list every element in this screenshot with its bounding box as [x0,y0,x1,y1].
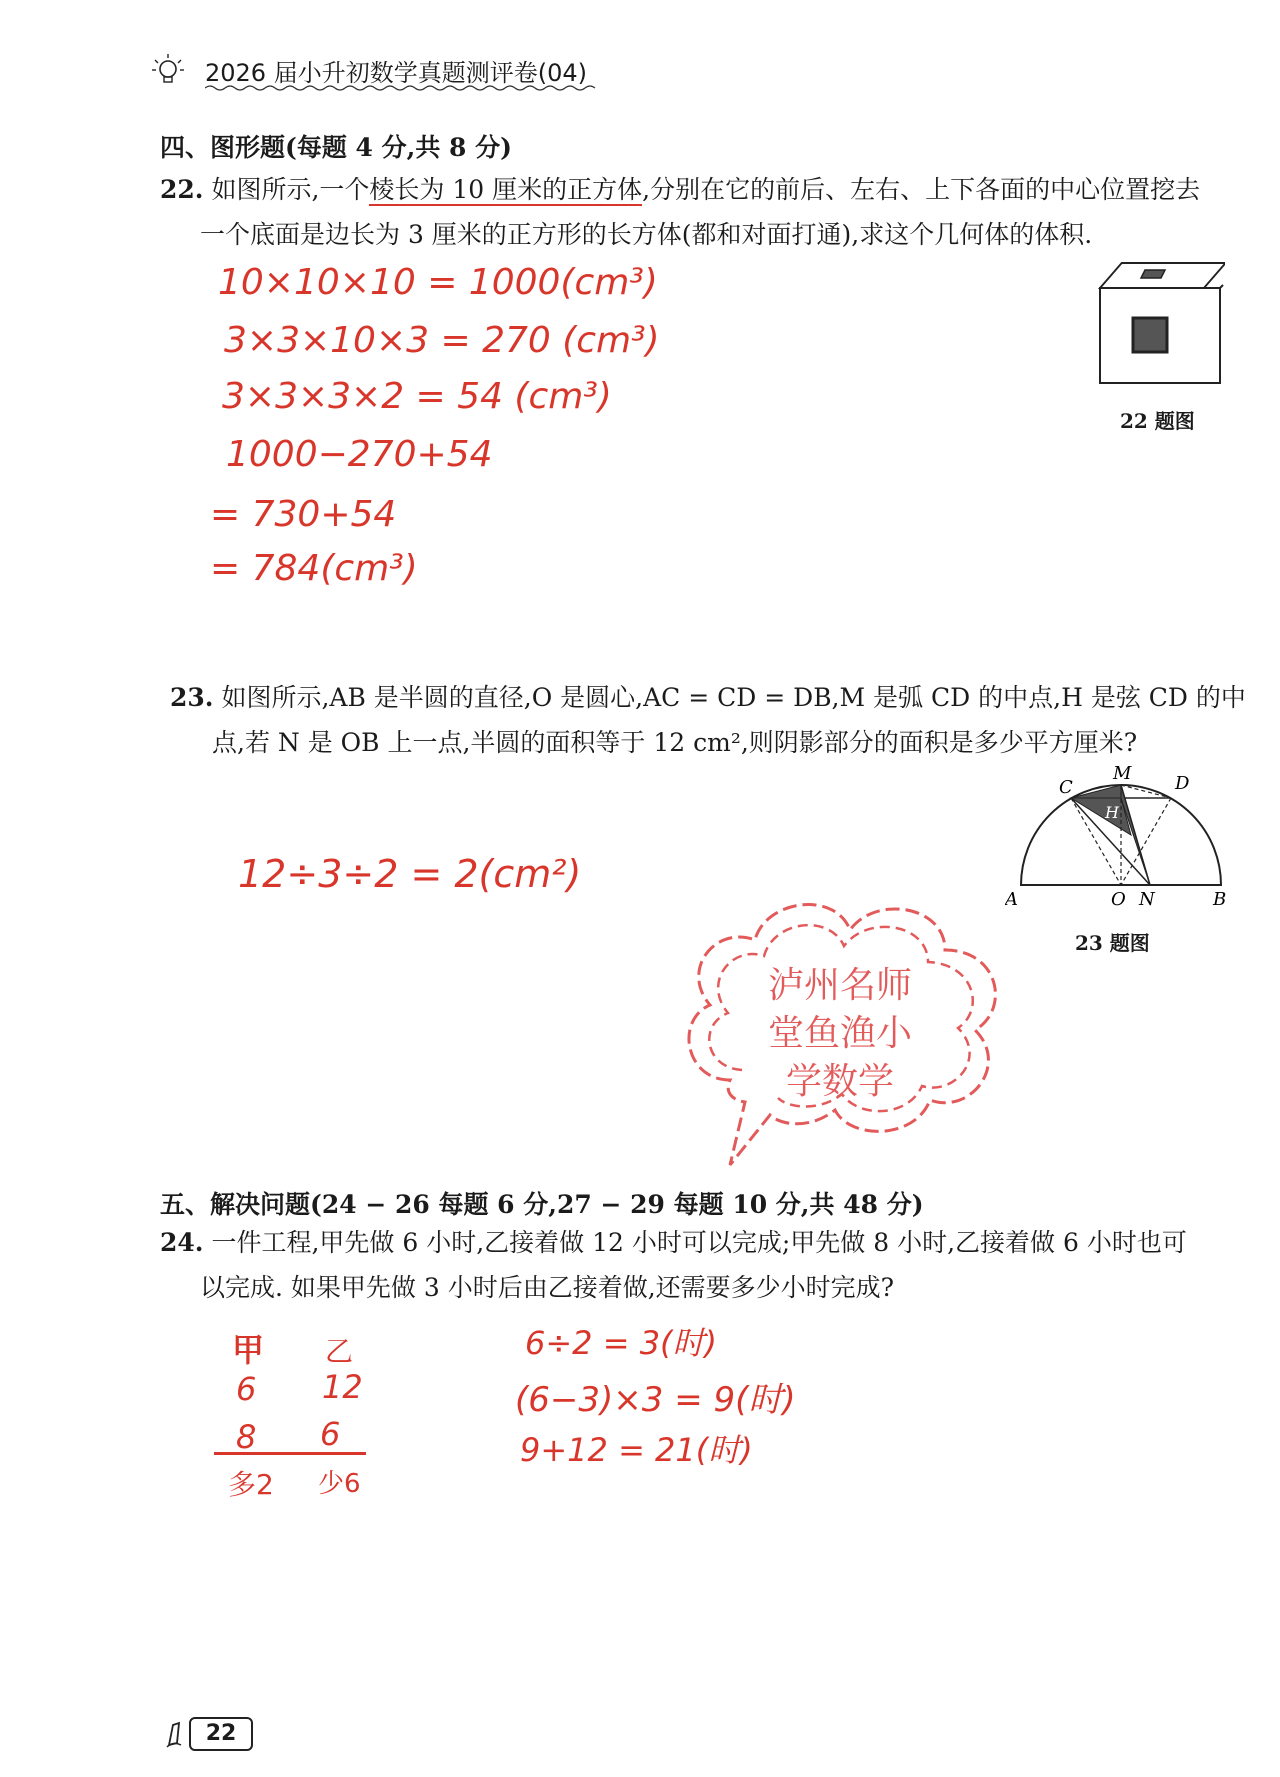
q24-table-row1-jia: 6 [236,1370,257,1408]
question-24-answer-line3: 9+12 = 21(时) [520,1431,753,1469]
lightbulb-icon [150,52,186,88]
question-23-line1 [170,683,1246,713]
question-22-line2: 一个底面是边长为 3 厘米的正方形的长方体(都和对面打通),求这个几何体的体积. [200,220,1093,249]
question-22-number: 22. [160,175,204,204]
question-23-figure-caption: 23 题图 [1075,931,1150,955]
cube-front-hole [1133,318,1167,352]
label-b: B [1213,889,1227,910]
header [150,50,600,90]
page-footer [165,1715,265,1751]
pencil-icon [165,1719,187,1749]
question-22-answer-line5: = 730+54 [210,494,397,535]
cube-top-hole [1141,270,1165,278]
question-23-number: 23. [170,683,214,712]
question-24-line1 [160,1228,1187,1258]
question-22-underlined: 棱长为 10 厘米的正方体 [369,175,643,204]
question-22-line1 [160,175,1200,205]
question-22-answer-line2: 3×3×10×3 = 270 (cm³) [224,320,660,361]
label-o: O [1111,889,1126,910]
q24-table-result-yi: 少6 [318,1469,361,1499]
q24-table-header-yi: 乙 [325,1335,354,1368]
question-22-answer-line1: 10×10×10 = 1000(cm³) [218,262,658,303]
question-24-text-1: 一件工程,甲先做 6 小时,乙接着做 12 小时可以完成;甲先做 8 小时,乙接着做 6 小时也可 [211,1228,1187,1257]
q24-table-row2-yi: 6 [320,1415,341,1453]
question-22-cube-side [1218,262,1228,272]
watermark-text [740,962,940,1106]
watermark-line3: 学数学 [785,1061,894,1102]
question-22-answer-line4: 1000−270+54 [226,434,493,475]
section-four-title: 四、图形题(每题 4 分,共 8 分) [160,133,512,162]
line-md [1121,785,1171,798]
label-c: C [1059,777,1073,798]
question-24-number: 24. [160,1228,204,1257]
label-n: N [1139,889,1155,910]
question-24-answer-line1: 6÷2 = 3(时) [525,1324,718,1362]
question-24-line2: 以完成. 如果甲先做 3 小时后由乙接着做,还需要多少小时完成? [200,1273,895,1302]
label-d: D [1175,773,1190,794]
q24-table-row1-yi: 12 [322,1368,363,1406]
watermark-line1: 泸州名师 [767,965,912,1006]
question-22-answer-line3: 3×3×3×2 = 54 (cm³) [222,376,612,417]
question-23-text-1: 如图所示,AB 是半圆的直径,O 是圆心,AC = CD = DB,M 是弧 CD 的中点,H 是弦 CD 的中 [221,683,1246,712]
shaded-region-top [1071,785,1121,798]
page-number-box [189,1717,253,1751]
question-23-line2: 点,若 N 是 OB 上一点,半圆的面积等于 12 cm²,则阴影部分的面积是多少平方厘米? [212,728,1138,757]
q24-table-header-jia: 甲 [232,1331,265,1369]
question-23-answer: 12÷3÷2 = 2(cm²) [238,852,582,896]
header-title: 2026 届小升初数学真题测评卷(04) [205,59,587,87]
label-h: H [1105,803,1119,822]
question-22-answer-line6: = 784(cm³) [210,548,418,589]
section-five-title: 五、解决问题(24 − 26 每题 6 分,27 − 29 每题 10 分,共 48 分) [160,1190,924,1219]
question-22-cube-figure [1095,258,1225,388]
question-23-semicircle-figure [1005,765,1245,910]
question-22-figure-caption: 22 题图 [1120,409,1195,433]
page-number: 22 [205,1721,237,1746]
question-22-text-a: 如图所示,一个 [211,175,370,204]
label-m: M [1113,765,1132,784]
question-22-text-b: ,分别在它的前后、左右、上下各面的中心位置挖去 [642,175,1201,204]
q24-table-row2-jia: 8 [236,1418,257,1456]
q24-table-divider [214,1452,366,1455]
label-a: A [1005,889,1018,910]
watermark-line2: 堂鱼渔小 [767,1013,912,1054]
question-24-answer-line2: (6−3)×3 = 9(时) [515,1380,796,1420]
q24-table-result-jia: 多2 [228,1468,274,1501]
header-wavy-underline [205,84,600,92]
